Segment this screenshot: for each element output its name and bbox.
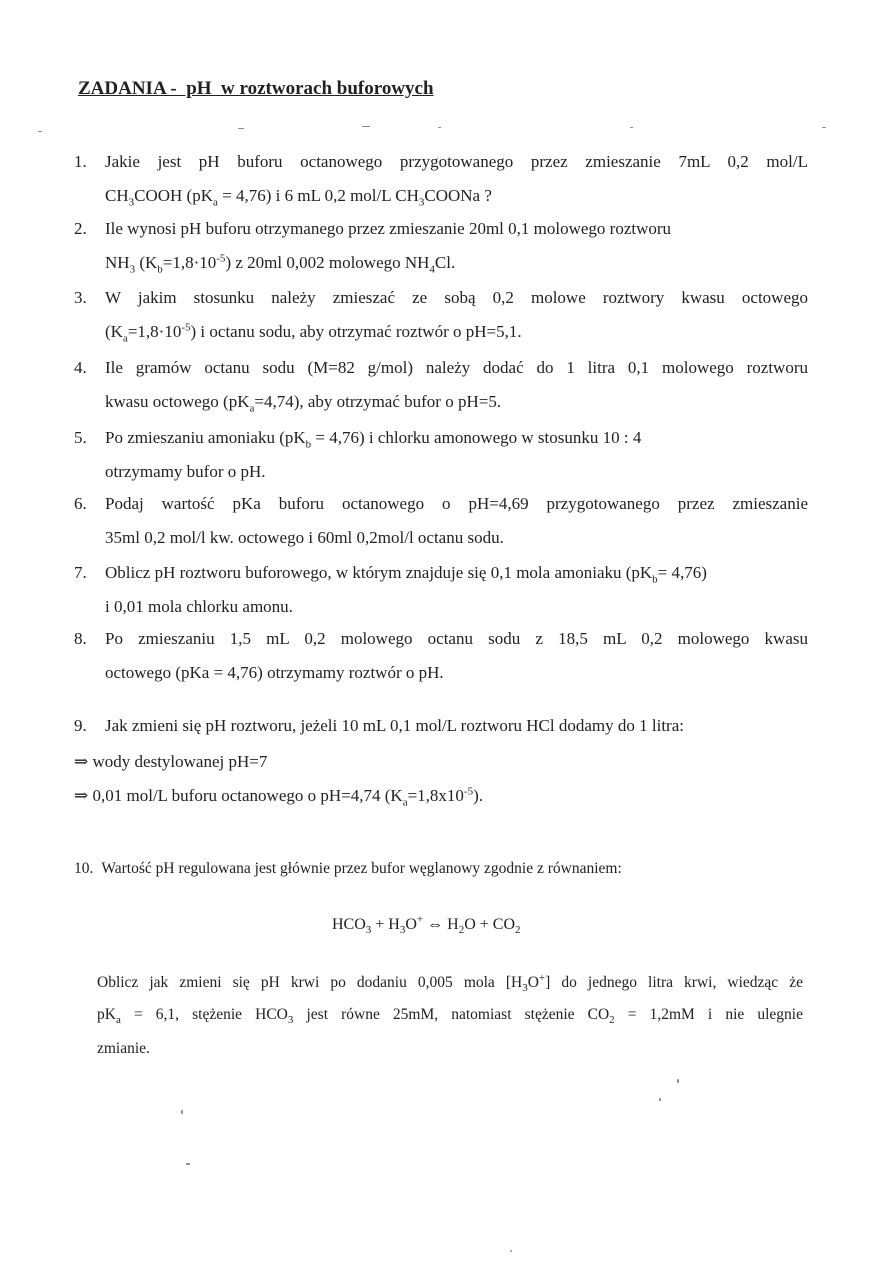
scan-speck	[186, 1163, 190, 1165]
task-9-option-b: ⇒ 0,01 mol/L buforu octanowego o pH=4,74 $(K_a=1,8x10^{-5})$.	[74, 785, 484, 809]
task-line-1: Jak zmieni się pH roztworu, jeżeli 10 mL 0,1 mol/L roztworu HCl dodamy do 1 litra:	[105, 716, 684, 735]
task-line-1: Ile gramów octanu sodu (M=82 g/mol) należy dodać do 1 litra 0,1 molowego roztworu	[105, 358, 808, 377]
scan-speck	[630, 127, 633, 128]
task-6	[74, 487, 814, 555]
task-line-1: Ile wynosi pH buforu otrzymanego przez zmieszanie 20ml 0,1 molowego roztworu	[105, 219, 672, 238]
scan-speck	[238, 128, 244, 129]
task-line-1: Podaj wartość pKa buforu octanowego o pH=4,69 przygotowanego przez zmieszanie	[105, 494, 808, 513]
task-line-2: $NH_3$ $(K_b=1,8\cdot 10^{-5})$ z 20ml 0,002 molowego $NH_4Cl$.	[105, 252, 456, 276]
task-line-2: $(K_a=1,8\cdot 10^{-5})$ i octanu sodu, aby otrzymać roztwór o pH=5,1.	[105, 321, 522, 345]
task-10-question-line-3: zmianie.	[97, 1040, 150, 1057]
task-3	[74, 281, 814, 349]
task-number: 10.	[74, 860, 94, 877]
task-line-2: i 0,01 mola chlorku amonu.	[105, 597, 293, 616]
task-10-intro: 10. Wartość pH regulowana jest głównie przez bufor węglanowy zgodnie z równaniem:	[74, 860, 622, 877]
task-4	[74, 351, 814, 419]
task-line-2: octowego (pKa = 4,76) otrzymamy roztwór o pH.	[105, 663, 444, 682]
task-number: 5.	[74, 428, 87, 447]
task-2	[74, 212, 814, 280]
task-line-1: Po zmieszaniu 1,5 mL 0,2 molowego octanu sodu z 18,5 mL 0,2 molowego kwasu	[105, 629, 808, 648]
scan-speck	[181, 1110, 183, 1114]
scan-speck	[438, 127, 441, 128]
carbonate-equation: $HCO_3 + H_3O^+$ ⇔ $H_2O + CO_2$	[332, 913, 521, 937]
scan-speck	[659, 1098, 661, 1101]
task-5	[74, 421, 814, 489]
scan-speck	[510, 1250, 512, 1252]
task-1	[74, 145, 814, 213]
task-10-question-line-1: Oblicz jak zmieni się pH krwi po dodaniu 0,005 mola $[H_3O^+]$ do jednego litra krwi, wiedząc że	[97, 971, 803, 995]
task-line-2: $CH_3COOH$ $(pK_a = 4,76)$ i 6 mL 0,2 mol/L $CH_3COONa$ ?	[105, 186, 492, 209]
scan-speck	[677, 1079, 679, 1083]
task-line-1: Oblicz pH roztworu buforowego, w którym znajduje się 0,1 mola amoniaku $(pK_b= 4,76)$	[105, 563, 707, 586]
task-9-option-a: ⇒ wody destylowanej pH=7	[74, 752, 268, 771]
task-number: 2.	[74, 219, 87, 238]
scan-speck	[38, 131, 42, 132]
task-number: 6.	[74, 494, 87, 513]
task-10-question-line-2: $pK_a = 6,1$, stężenie $HCO_3$ jest równe 25mM, natomiast stężenie $CO_2 = 1,2mM$ i nie ulegnie	[97, 1006, 803, 1027]
task-number: 8.	[74, 629, 87, 648]
task-line-1: Jakie jest pH buforu octanowego przygotowanego przez zmieszanie 7mL 0,2 mol/L	[105, 152, 808, 171]
task-number: 4.	[74, 358, 87, 377]
task-line-2: 35ml 0,2 mol/l kw. octowego i 60ml 0,2mol/l octanu sodu.	[105, 528, 504, 547]
task-number: 9.	[74, 716, 87, 735]
task-number: 7.	[74, 563, 87, 582]
task-8	[74, 622, 814, 690]
task-number: 3.	[74, 288, 87, 307]
task-line-2: otrzymamy bufor o pH.	[105, 462, 266, 481]
page-title: ZADANIA - pH w roztworach buforowych	[78, 78, 434, 99]
implies-arrow-icon: ⇒	[74, 752, 89, 771]
task-line-2: kwasu octowego $(pK_a=4,74)$, aby otrzymać bufor o pH=5.	[105, 392, 502, 415]
scan-speck	[822, 127, 826, 128]
task-line-1: W jakim stosunku należy zmieszać ze sobą 0,2 molowe roztwory kwasu octowego	[105, 288, 808, 307]
scan-speck	[362, 126, 370, 127]
task-7	[74, 556, 814, 624]
task-line-1: Po zmieszaniu amoniaku $(pK_b = 4,76)$ i chlorku amonowego w stosunku 10 : 4	[105, 428, 642, 451]
task-9	[74, 709, 814, 743]
implies-arrow-icon: ⇒	[74, 786, 89, 805]
task-number: 1.	[74, 152, 87, 171]
